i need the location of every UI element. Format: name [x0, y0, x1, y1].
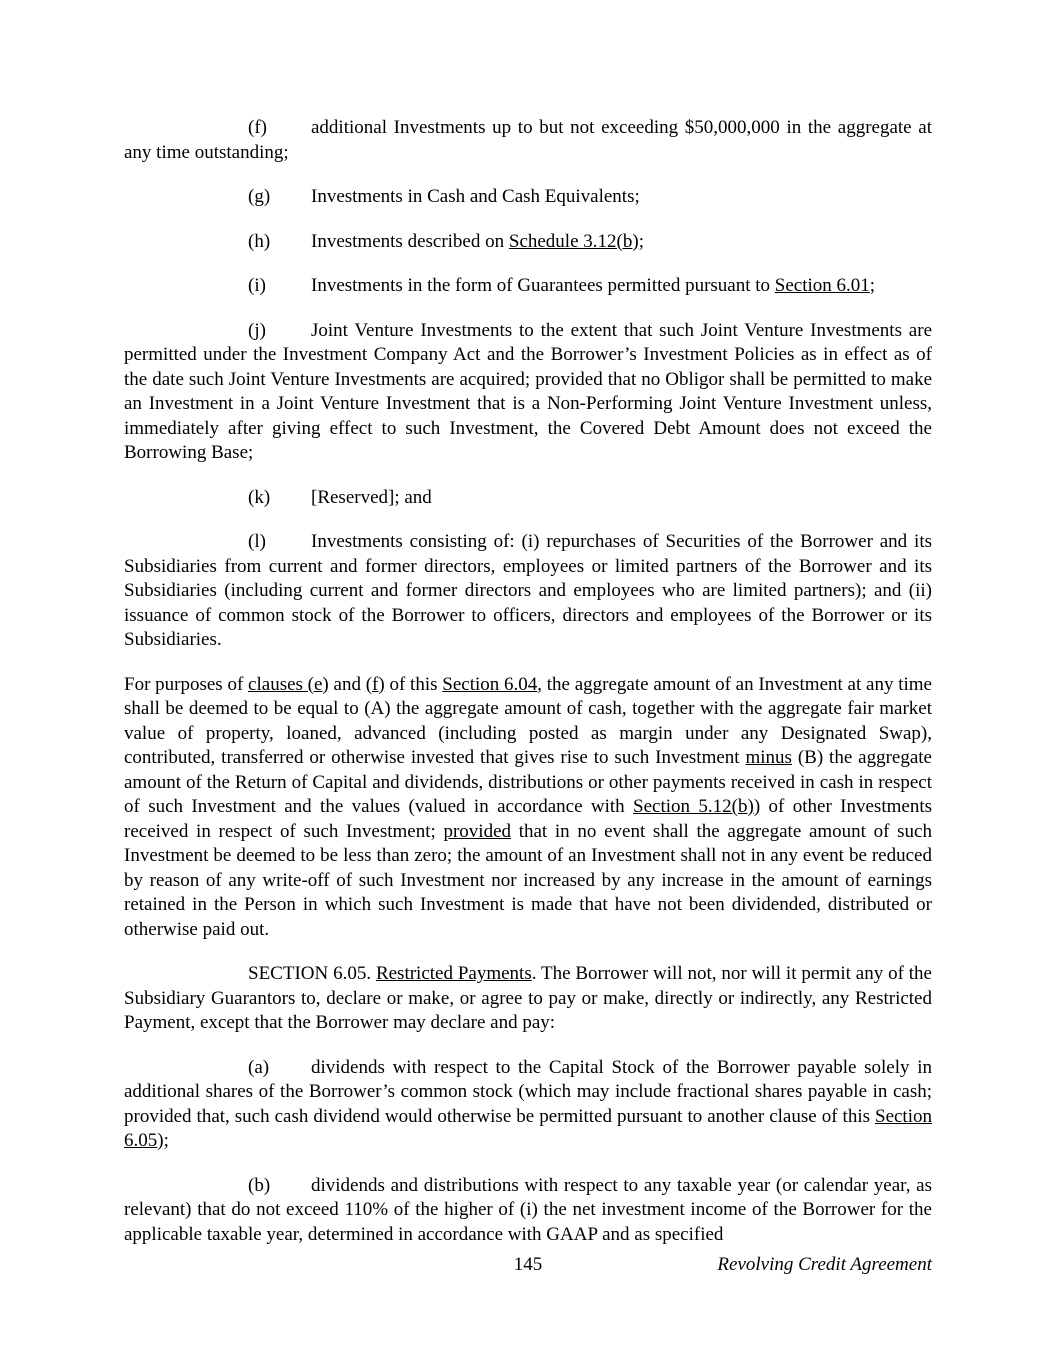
list-item-paragraph — [124, 185, 932, 210]
text-segment: dividends with respect to the Capital Stock of the Borrower payable solely in additional shares of the Borrower’s common stock (which may include fractional shares payable in cash; provided that, such cash dividend would otherwise be permitted pursuant to another clause of this — [124, 1056, 932, 1127]
section-paragraph — [124, 962, 932, 1036]
text-segment: [Reserved]; and — [311, 486, 432, 508]
page-footer — [124, 1253, 932, 1279]
list-item-paragraph — [124, 1174, 932, 1248]
underlined-text: Section 6.04 — [442, 673, 538, 695]
text-segment: Investments in the form of Guarantees permitted pursuant to — [311, 275, 775, 296]
underlined-text: provided — [443, 820, 512, 842]
list-item-paragraph — [124, 230, 932, 255]
text-segment: ; — [638, 230, 644, 252]
underlined-text: minus — [745, 747, 792, 768]
text-segment: For purposes of — [124, 673, 249, 695]
list-item-label: (a) — [248, 1056, 270, 1078]
underlined-text: Section 6.01 — [774, 275, 870, 296]
list-item-label: (l) — [248, 531, 266, 552]
document-title: Revolving Credit Agreement — [717, 1254, 932, 1275]
underlined-text: Section 6.05 — [124, 1105, 932, 1151]
list-item-paragraph — [124, 486, 932, 511]
list-item-paragraph — [124, 319, 932, 466]
underlined-text: (f) — [365, 673, 385, 695]
underlined-text: Schedule 3.12(b) — [508, 230, 639, 252]
text-segment: ); — [157, 1130, 169, 1151]
document-body — [124, 116, 932, 1247]
list-item-paragraph — [124, 274, 932, 299]
text-segment: Joint Venture Investments to the extent that such Joint Venture Investments are permitted under the Investment Company Act and the Borrower’s Investment Policies as in effect as of the date such Joint Venture Investments are acquired; provided that no Obligor shall be permitted to make an Investment in a Joint Venture Investment that is a Non-Performing Joint Venture Investment unless, immediately after giving effect to such Investment, the Covered Debt Amount does not exceed the Borrowing Base; — [124, 319, 932, 463]
text-segment: Investments in Cash and Cash Equivalents; — [311, 186, 640, 207]
list-item-label: (g) — [248, 186, 271, 207]
text-segment: dividends and distributions with respect to any taxable year (or calendar year, as relevant) that do not exceed 110% of the higher of (i) the net investment income of the Borrower for the applicable taxable year, determined in accordance with GAAP and as specified — [124, 1174, 932, 1245]
list-item-label: (f) — [248, 117, 267, 138]
page-number: 145 — [513, 1254, 543, 1275]
underlined-text: Restricted Payments — [375, 963, 532, 984]
body-paragraph — [124, 673, 932, 943]
list-item-label: (i) — [248, 275, 266, 296]
list-item-label: (k) — [248, 486, 271, 508]
underlined-text: Section 5.12(b) — [633, 796, 754, 817]
underlined-text: clauses (e) — [248, 673, 329, 695]
text-segment: and — [328, 673, 366, 695]
list-item-paragraph — [124, 116, 932, 165]
text-segment: , the aggregate amount of an Investment at any time shall be deemed to be equal to (A) the aggregate amount of cash, together with the aggregate fair market value of property, loaned, advanced (including posted as margin under any Designated Swap), contributed, transferred or otherwise invested that gives rise to such Investment — [124, 673, 932, 768]
text-segment: additional Investments up to but not exceeding $50,000,000 in the aggregate at any time outstanding; — [124, 117, 932, 163]
list-item-label: (b) — [248, 1174, 271, 1196]
text-segment: ) of other Investments received in respect of such Investment; — [124, 796, 932, 842]
list-item-paragraph — [124, 530, 932, 653]
text-segment: of this — [384, 673, 443, 695]
list-item-label: (j) — [248, 319, 266, 341]
text-segment: . The Borrower will not, nor will it permit any of the Subsidiary Guarantors to, declare or make, or agree to pay or make, directly or indirectly, any Restricted Payment, except that the Borrower may declare and pay: — [124, 963, 932, 1033]
text-segment: ; — [869, 275, 876, 296]
text-segment: SECTION 6.05. — [248, 963, 376, 984]
text-segment: (B) the aggregate amount of the Return of Capital and dividends, distributions or other payments received in cash in respect of such Investment and the values (valued in accordance with — [124, 747, 932, 817]
list-item-paragraph — [124, 1056, 932, 1154]
list-item-label: (h) — [248, 230, 271, 252]
text-segment: that in no event shall the aggregate amount of such Investment be deemed to be less than zero; the amount of an Investment shall not in any event be reduced by reason of any write-off of such Investment nor increased by any increase in the amount of earnings retained in the Person in which such Investment is made that have not been dividended, distributed or otherwise paid out. — [124, 820, 932, 940]
text-segment: Investments described on — [311, 230, 509, 252]
text-segment: Investments consisting of: (i) repurchases of Securities of the Borrower and its Subsidiaries from current and former directors, employees or limited partners of the Borrower and its Subsidiaries (including current and former directors and employees who are limited partners); and (ii) issuance of common stock of the Borrower to officers, directors and employees of the Borrower or its Subsidiaries. — [124, 531, 932, 650]
